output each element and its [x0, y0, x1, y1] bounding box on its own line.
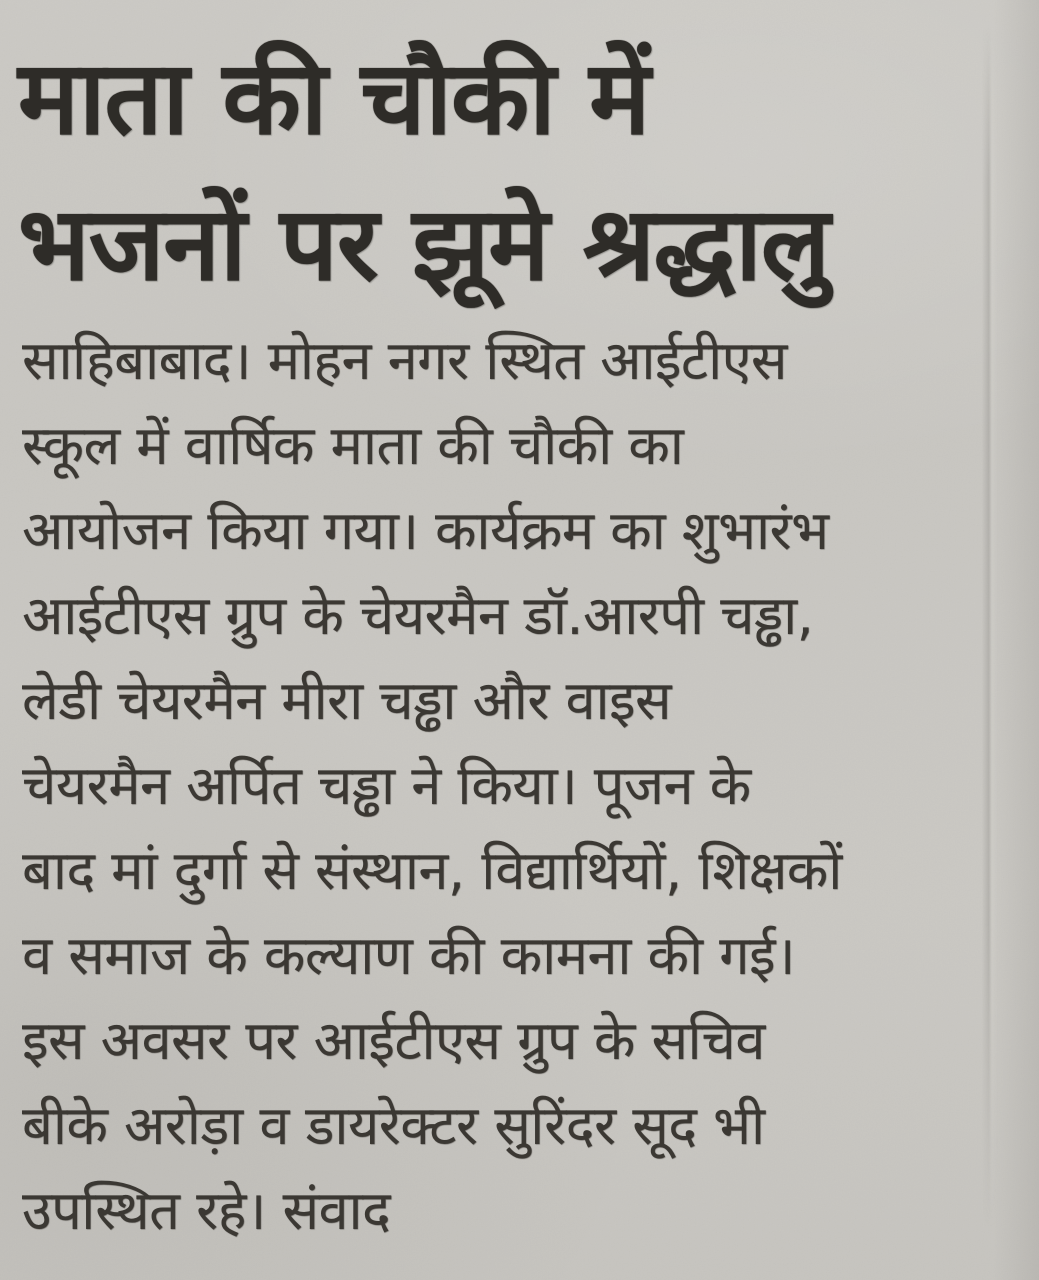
body-line: व समाज के कल्याण की कामना की गई।: [22, 924, 796, 987]
body-line: स्कूल में वार्षिक माता की चौकी का: [22, 414, 684, 477]
body-line: साहिबाबाद। मोहन नगर स्थित आईटीएस: [22, 329, 787, 392]
body-line: चेयरमैन अर्पित चड्ढा ने किया। पूजन के: [22, 754, 751, 817]
body-line: आयोजन किया गया। कार्यक्रम का शुभारंभ: [22, 499, 829, 562]
body-line: लेडी चेयरमैन मीरा चड्ढा और वाइस: [22, 669, 672, 732]
headline: [18, 26, 1019, 318]
headline-line-2: भजनों पर झूमे श्रद्धालु: [18, 185, 830, 304]
body-line: बीके अरोड़ा व डायरेक्टर सुरिंदर सूद भी: [22, 1094, 765, 1157]
body-line: इस अवसर पर आईटीएस ग्रुप के सचिव: [22, 1009, 765, 1072]
article-body: [22, 318, 1011, 1253]
body-line: आईटीएस ग्रुप के चेयरमैन डॉ.आरपी चड्ढा,: [22, 584, 814, 647]
headline-line-1: माता की चौकी में: [18, 39, 650, 158]
body-line: बाद मां दुर्गा से संस्थान, विद्यार्थियों, शिक्षकों: [22, 839, 842, 902]
body-line: उपस्थित रहे। संवाद: [22, 1179, 391, 1242]
